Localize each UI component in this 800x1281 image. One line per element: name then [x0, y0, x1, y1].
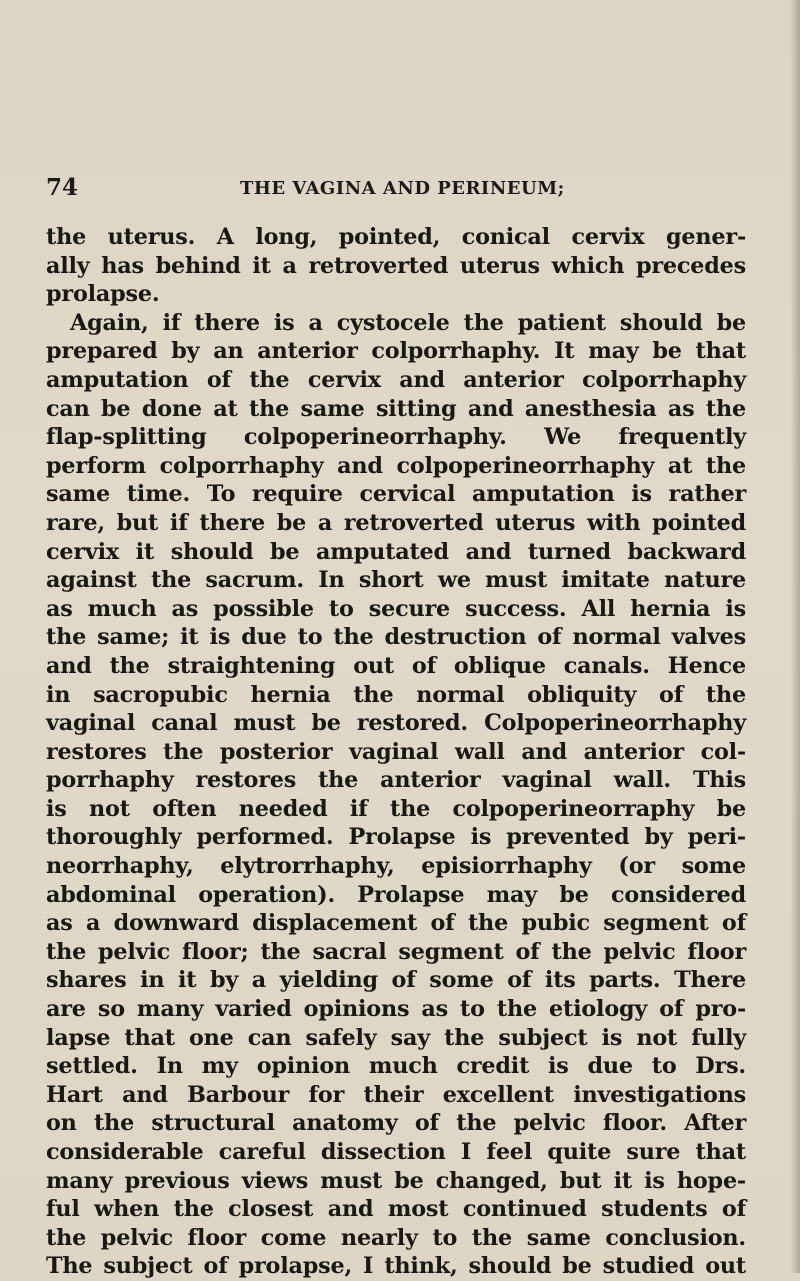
text-line: the same; it is due to the destruction of normal valves — [46, 624, 746, 651]
text-line: amputation of the cervix and anterior colporrhaphy — [46, 366, 746, 393]
text-line: and the straightening out of oblique canals. Hence — [46, 652, 746, 679]
text-line: Hart and Barbour for their excellent investigations — [46, 1081, 746, 1108]
text-line: as a downward displacement of the pubic segment of — [46, 910, 746, 937]
text-line: perform colporrhaphy and colpoperineorrhaphy at the — [46, 452, 746, 479]
text-line: on the structural anatomy of the pelvic floor. After — [46, 1110, 746, 1137]
text-line: porrhaphy restores the anterior vaginal wall. This — [46, 767, 746, 794]
running-head: THE VAGINA AND PERINEUM; — [240, 178, 565, 199]
page-header — [46, 174, 780, 204]
text-line: ally has behind it a retroverted uterus which precedes — [46, 252, 746, 279]
text-line: can be done at the same sitting and anesthesia as the — [46, 395, 746, 422]
text-line: prepared by an anterior colporrhaphy. It may be that — [46, 338, 746, 365]
text-line: The subject of prolapse, I think, should be studied out — [46, 1253, 746, 1280]
text-line: the pelvic floor come nearly to the same conclusion. — [46, 1224, 746, 1251]
text-line: the uterus. A long, pointed, conical cervix gener- — [46, 224, 746, 250]
body-text — [46, 223, 746, 1281]
text-line: restores the posterior vaginal wall and anterior col- — [46, 738, 746, 765]
text-line: shares in it by a yielding of some of its parts. There — [46, 967, 746, 994]
text-line: vaginal canal must be restored. Colpoperineorrhaphy — [46, 710, 746, 737]
text-line: in sacropubic hernia the normal obliquity of the — [46, 681, 746, 708]
text-line: rare, but if there be a retroverted uterus with pointed — [46, 509, 746, 536]
text-line: abdominal operation). Prolapse may be considered — [46, 881, 746, 908]
text-line: ful when the closest and most continued students of — [46, 1196, 746, 1223]
page-number: 74 — [46, 174, 79, 201]
text-line: lapse that one can safely say the subject is not fully — [46, 1024, 746, 1051]
text-line: settled. In my opinion much credit is due to Drs. — [46, 1053, 746, 1080]
text-line: Again, if there is a cystocele the patient should be — [70, 309, 746, 336]
page-edge-shadow — [790, 0, 800, 1273]
text-line: same time. To require cervical amputation is rather — [46, 481, 746, 508]
text-line: as much as possible to secure success. All hernia is — [46, 595, 746, 622]
text-line: is not often needed if the colpoperineorraphy be — [46, 795, 746, 822]
text-line: cervix it should be amputated and turned backward — [46, 538, 746, 565]
text-line: are so many varied opinions as to the etiology of pro- — [46, 996, 746, 1023]
text-line: the pelvic floor; the sacral segment of the pelvic floor — [46, 938, 746, 965]
text-line: prolapse. — [46, 281, 160, 308]
text-line: flap-splitting colpoperineorrhaphy. We frequently — [46, 424, 746, 451]
text-line: many previous views must be changed, but it is hope- — [46, 1167, 746, 1194]
text-line: considerable careful dissection I feel quite sure that — [46, 1139, 746, 1165]
text-line: thoroughly performed. Prolapse is prevented by peri- — [46, 824, 746, 851]
text-line: neorrhaphy, elytrorrhaphy, episiorrhaphy (or some — [46, 853, 746, 880]
text-line: against the sacrum. In short we must imitate nature — [46, 567, 746, 594]
